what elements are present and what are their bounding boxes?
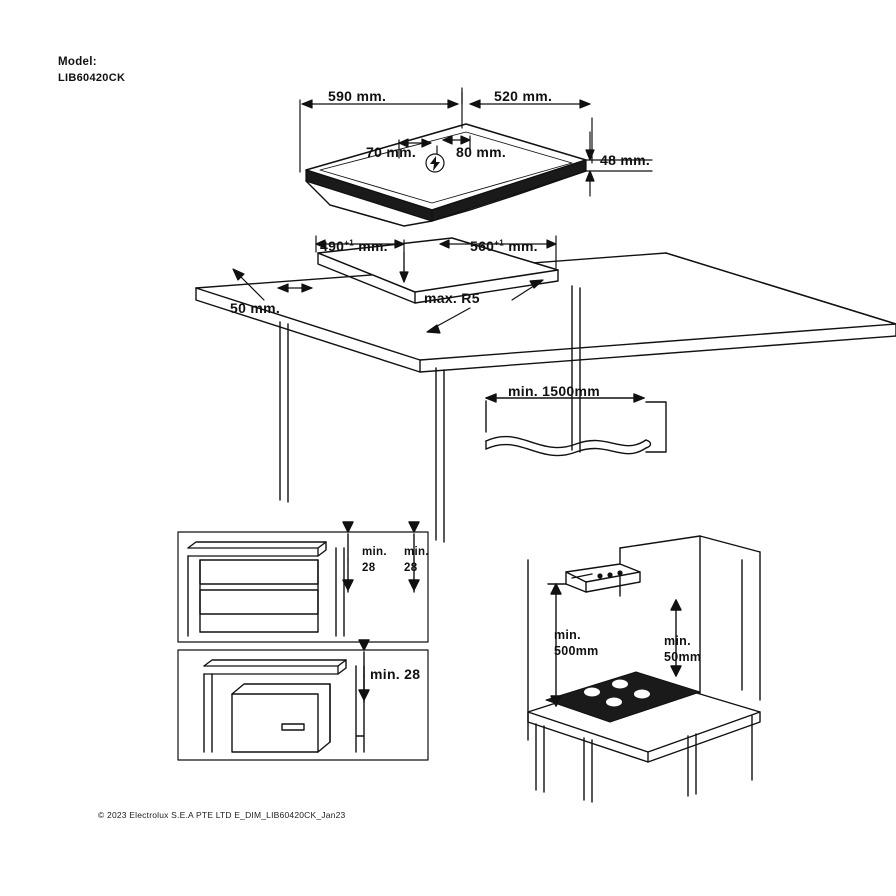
hob-width-label: 590 mm. — [328, 88, 387, 104]
wall-gap-label-line1: min. — [664, 634, 691, 648]
clearance-left-label-line1: min. — [362, 546, 387, 558]
hood-height-label-line2: 500mm — [554, 644, 599, 658]
clearance-left-label-line2: 28 — [362, 562, 376, 574]
clearance-right-label-line2: 28 — [404, 562, 418, 574]
hob-depth-label: 520 mm. — [494, 88, 553, 104]
clearance-right-label-line1: min. — [404, 546, 429, 558]
corner-radius-label: max. R5 — [424, 290, 480, 306]
cutout-depth-label — [320, 238, 388, 254]
cutout-width-tolerance: +1 — [494, 238, 504, 248]
hood-clearance-drawing — [528, 536, 760, 802]
hood-height-label-line1: min. — [554, 628, 581, 642]
oven-clearance-label: min. 28 — [370, 666, 421, 682]
cutout-depth-tolerance: +1 — [344, 238, 354, 248]
cutout-width-label — [470, 238, 538, 254]
copyright-footer: © 2023 Electrolux S.E.A PTE LTD E_DIM_LIB60420CK_Jan23 — [98, 810, 346, 820]
lightning-bolt-icon — [426, 154, 444, 172]
cutout-width-value: 560 — [470, 238, 495, 254]
cutout-depth-unit: mm. — [354, 238, 388, 254]
wall-gap-label-line2: 50mm — [664, 650, 702, 664]
oven-clearance-drawing — [178, 640, 428, 760]
supply-cable-drawing — [486, 394, 666, 456]
hob-inset-left-label: 70 mm. — [366, 144, 417, 160]
model-value: LIB60420CK — [58, 72, 126, 84]
edge-distance-label: 50 mm. — [230, 300, 281, 316]
cutout-width-unit: mm. — [504, 238, 538, 254]
hob-height-label: 48 mm. — [600, 152, 651, 168]
cabinet-clearance-top-drawing — [178, 522, 428, 642]
model-label: Model: — [58, 56, 97, 68]
hob-inset-right-label: 80 mm. — [456, 144, 507, 160]
cutout-depth-value: 490 — [320, 238, 345, 254]
cable-length-label: min. 1500mm — [508, 383, 601, 399]
